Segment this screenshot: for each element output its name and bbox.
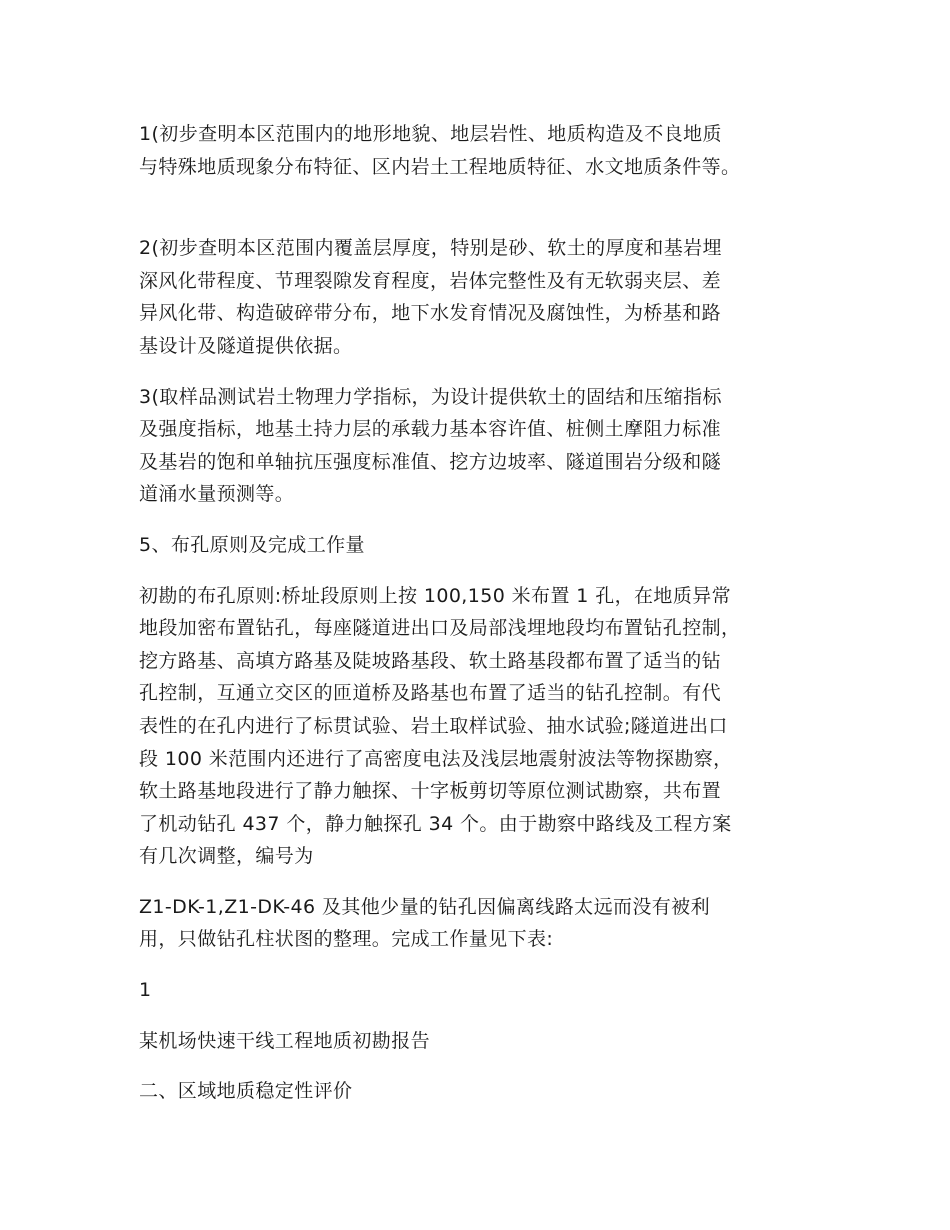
paragraph-objective-3: 3(取样品测试岩土物理力学指标，为设计提供软土的固结和压缩指标 及强度指标，地基土持力层的承载力基本容许值、桩侧土摩阻力标准 及基岩的饱和单轴抗压强度标准值、挖方边坡率、隧道围岩分级和隧 道涌水量预测等。: [139, 385, 722, 506]
report-title: 某机场快速干线工程地质初勘报告: [139, 1029, 431, 1052]
paragraph-drilling-principle: 初勘的布孔原则:桥址段原则上按 100,150 米布置 1 孔，在地质异常 地段加密布置钻孔，每座隧道进出口及局部浅埋地段均布置钻孔控制， 挖方路基、高填方路基及陡坡路基段、软土路基段都布置了适当的钻 孔控制，互通立交区的匝道桥及路基也布置了适当的钻孔控制。有代 表性的在孔内进行了标贯试验、岩土取样试验、抽水试验;隧道进出口 段 100 米范围内还进行了高密度电法及浅层地震射波法等物探勘察， 软土路基地段进行了静力触探、十字板剪切等原位测试勘察，共布置 了机动钻孔 437 个，静力触探孔 34 个。由于勘察中路线及工程方案 有几次调整，编号为: [139, 584, 741, 868]
paragraph-objective-2: 2(初步查明本区范围内覆盖层厚度，特别是砂、软土的厚度和基岩埋 深风化带程度、节理裂隙发育程度，岩体完整性及有无软弱夹层、差 异风化带、构造破碎带分布，地下水发育情况及腐蚀性，为桥基和路 基设计及隧道提供依据。: [139, 237, 722, 357]
document-body: [139, 118, 819, 1108]
paragraph-boreholes: Z1-DK-1,Z1-DK-46 及其他少量的钻孔因偏离线路太远而没有被利 用，只做钻孔柱状图的整理。完成工作量见下表:: [139, 895, 710, 951]
page-number: 1: [139, 979, 152, 1002]
section-heading-drilling: 5、布孔原则及完成工作量: [139, 533, 365, 556]
section-heading-stability: 二、区域地质稳定性评价: [139, 1080, 353, 1103]
paragraph-objective-1: 1(初步查明本区范围内的地形地貌、地层岩性、地质构造及不良地质 与特殊地质现象分布特征、区内岩土工程地质特征、水文地质条件等。: [139, 123, 741, 178]
